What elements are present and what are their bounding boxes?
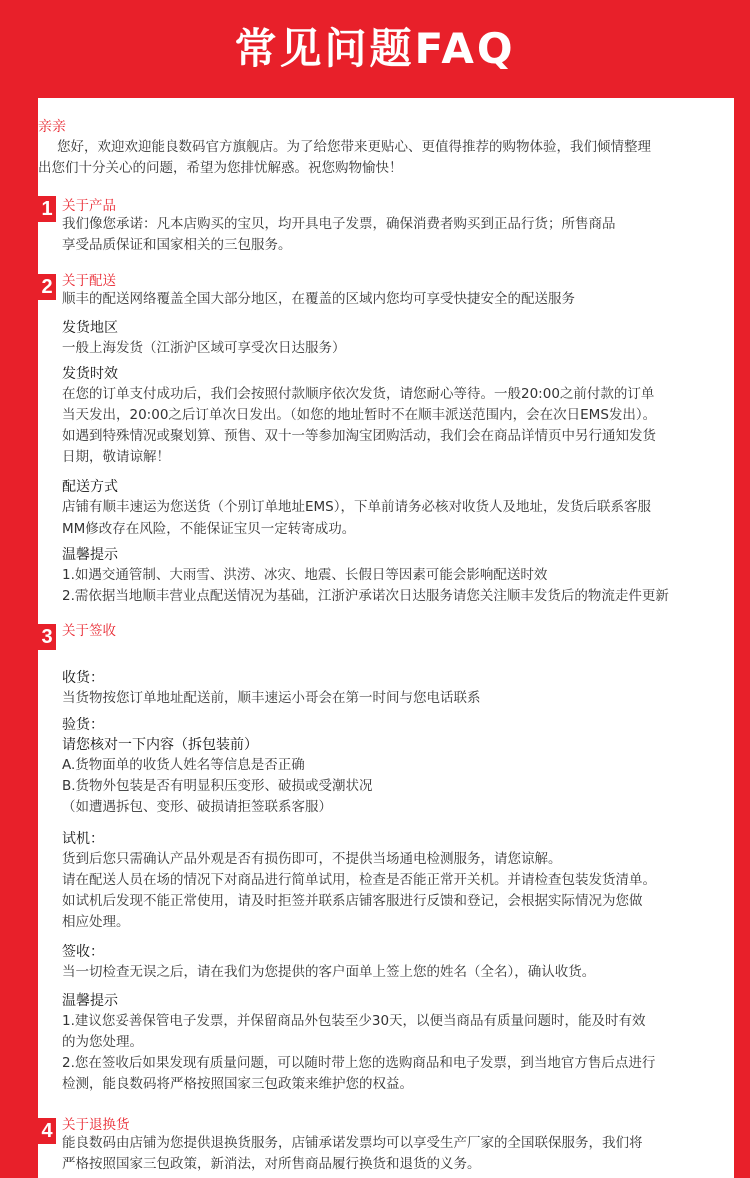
subsection-line: 2.您在签收后如果发现有质量问题，可以随时带上您的选购商品和电子发票，到当地官方售后点进行 xyxy=(62,1055,656,1071)
section-title-delivery: 关于配送 xyxy=(62,273,116,289)
section-title-returns: 关于退换货 xyxy=(62,1117,130,1133)
section-number-badge: 3 xyxy=(38,624,56,650)
subsection-heading: 温馨提示 xyxy=(62,547,118,563)
subsection-heading: 验货： xyxy=(62,717,104,733)
subsection-line: 如试机后发现不能正常使用，请及时拒签并联系店铺客服进行反馈和登记，会根据实际情况为您做 xyxy=(62,893,643,909)
subsection-line: 1.建议您妥善保管电子发票，并保留商品外包装至少30天，以便当商品有质量问题时，能及时有效 xyxy=(62,1013,646,1029)
section-title-receipt: 关于签收 xyxy=(62,623,116,639)
section-line: 能良数码由店铺为您提供退换货服务，店铺承诺发票均可以享受生产厂家的全国联保服务，我们将 xyxy=(62,1135,643,1151)
subsection-heading: 收货： xyxy=(62,670,104,686)
section-line: 我们像您承诺：凡本店购买的宝贝，均开具电子发票，确保消费者购买到正品行货；所售商品 xyxy=(62,216,616,232)
subsection-line: （如遭遇拆包、变形、破损请拒签联系客服） xyxy=(62,799,332,815)
subsection-line: 当一切检查无误之后，请在我们为您提供的客户面单上签上您的姓名（全名），确认收货。 xyxy=(62,964,596,980)
subsection-line: 请您核对一下内容（拆包装前） xyxy=(62,737,258,753)
subsection-heading: 发货时效 xyxy=(62,366,118,382)
subsection-heading: 签收： xyxy=(62,944,104,960)
section-line: 顺丰的配送网络覆盖全国大部分地区，在覆盖的区域内您均可享受快捷安全的配送服务 xyxy=(62,291,575,307)
subsection-line: 相应处理。 xyxy=(62,914,130,930)
subsection-line: 请在配送人员在场的情况下对商品进行简单试用，检查是否能正常开关机。并请检查包装发货清单。 xyxy=(62,872,656,888)
subsection-line: 检测，能良数码将严格按照国家三包政策来维护您的权益。 xyxy=(62,1076,413,1092)
section-line: 享受品质保证和国家相关的三包服务。 xyxy=(62,237,292,253)
subsection-line: 日期，敬请谅解！ xyxy=(62,449,170,465)
subsection-line: 2.需依据当地顺丰营业点配送情况为基础，江浙沪承诺次日达服务请您关注顺丰发货后的物流走件更新 xyxy=(62,588,669,604)
subsection-line: 1.如遇交通管制、大雨雪、洪涝、冰灾、地震、长假日等因素可能会影响配送时效 xyxy=(62,567,548,583)
subsection-line: B.货物外包装是否有明显积压变形、破损或受潮状况 xyxy=(62,778,373,794)
subsection-line: 货到后您只需确认产品外观是否有损伤即可，不提供当场通电检测服务，请您谅解。 xyxy=(62,851,562,867)
subsection-line: 的为您处理。 xyxy=(62,1034,143,1050)
subsection-heading: 试机： xyxy=(62,831,104,847)
section-number-badge: 2 xyxy=(38,274,56,300)
greeting: 亲亲 xyxy=(38,119,66,135)
subsection-line: A.货物面单的收货人姓名等信息是否正确 xyxy=(62,757,305,773)
subsection-line: 店铺有顺丰速运为您送货（个别订单地址EMS），下单前请务必核对收货人及地址，发货后联系客服 xyxy=(62,499,651,515)
intro-line: 您好，欢迎欢迎能良数码官方旗舰店。为了给您带来更贴心、更值得推荐的购物体验，我们倾情整理 xyxy=(57,139,651,155)
section-line: 严格按照国家三包政策，新消法，对所售商品履行换货和退货的义务。 xyxy=(62,1156,481,1172)
subsection-line: 在您的订单支付成功后，我们会按照付款顺序依次发货，请您耐心等待。一般20:00之前付款的订单 xyxy=(62,386,655,402)
subsection-heading: 配送方式 xyxy=(62,479,118,495)
subsection-line: 一般上海发货（江浙沪区域可享受次日达服务） xyxy=(62,340,346,356)
intro-line: 出您们十分关心的问题，希望为您排忧解惑。祝您购物愉快！ xyxy=(38,160,403,176)
subsection-line: 当天发出，20:00之后订单次日发出。（如您的地址暂时不在顺丰派送范围内，会在次日EMS发出）。 xyxy=(62,407,657,423)
subsection-heading: 温馨提示 xyxy=(62,993,118,1009)
section-title-product: 关于产品 xyxy=(62,198,116,214)
subsection-line: MM修改存在风险，不能保证宝贝一定转寄成功。 xyxy=(62,521,356,537)
section-number-badge: 4 xyxy=(38,1118,56,1144)
subsection-line: 如遇到特殊情况或聚划算、预售、双十一等参加淘宝团购活动，我们会在商品详情页中另行通知发货 xyxy=(62,428,656,444)
faq-card xyxy=(38,98,734,1178)
page-title: 常见问题FAQ xyxy=(234,24,516,73)
section-number-badge: 1 xyxy=(38,196,56,222)
faq-header xyxy=(0,0,750,92)
subsection-heading: 发货地区 xyxy=(62,320,118,336)
subsection-line: 当货物按您订单地址配送前，顺丰速运小哥会在第一时间与您电话联系 xyxy=(62,690,481,706)
